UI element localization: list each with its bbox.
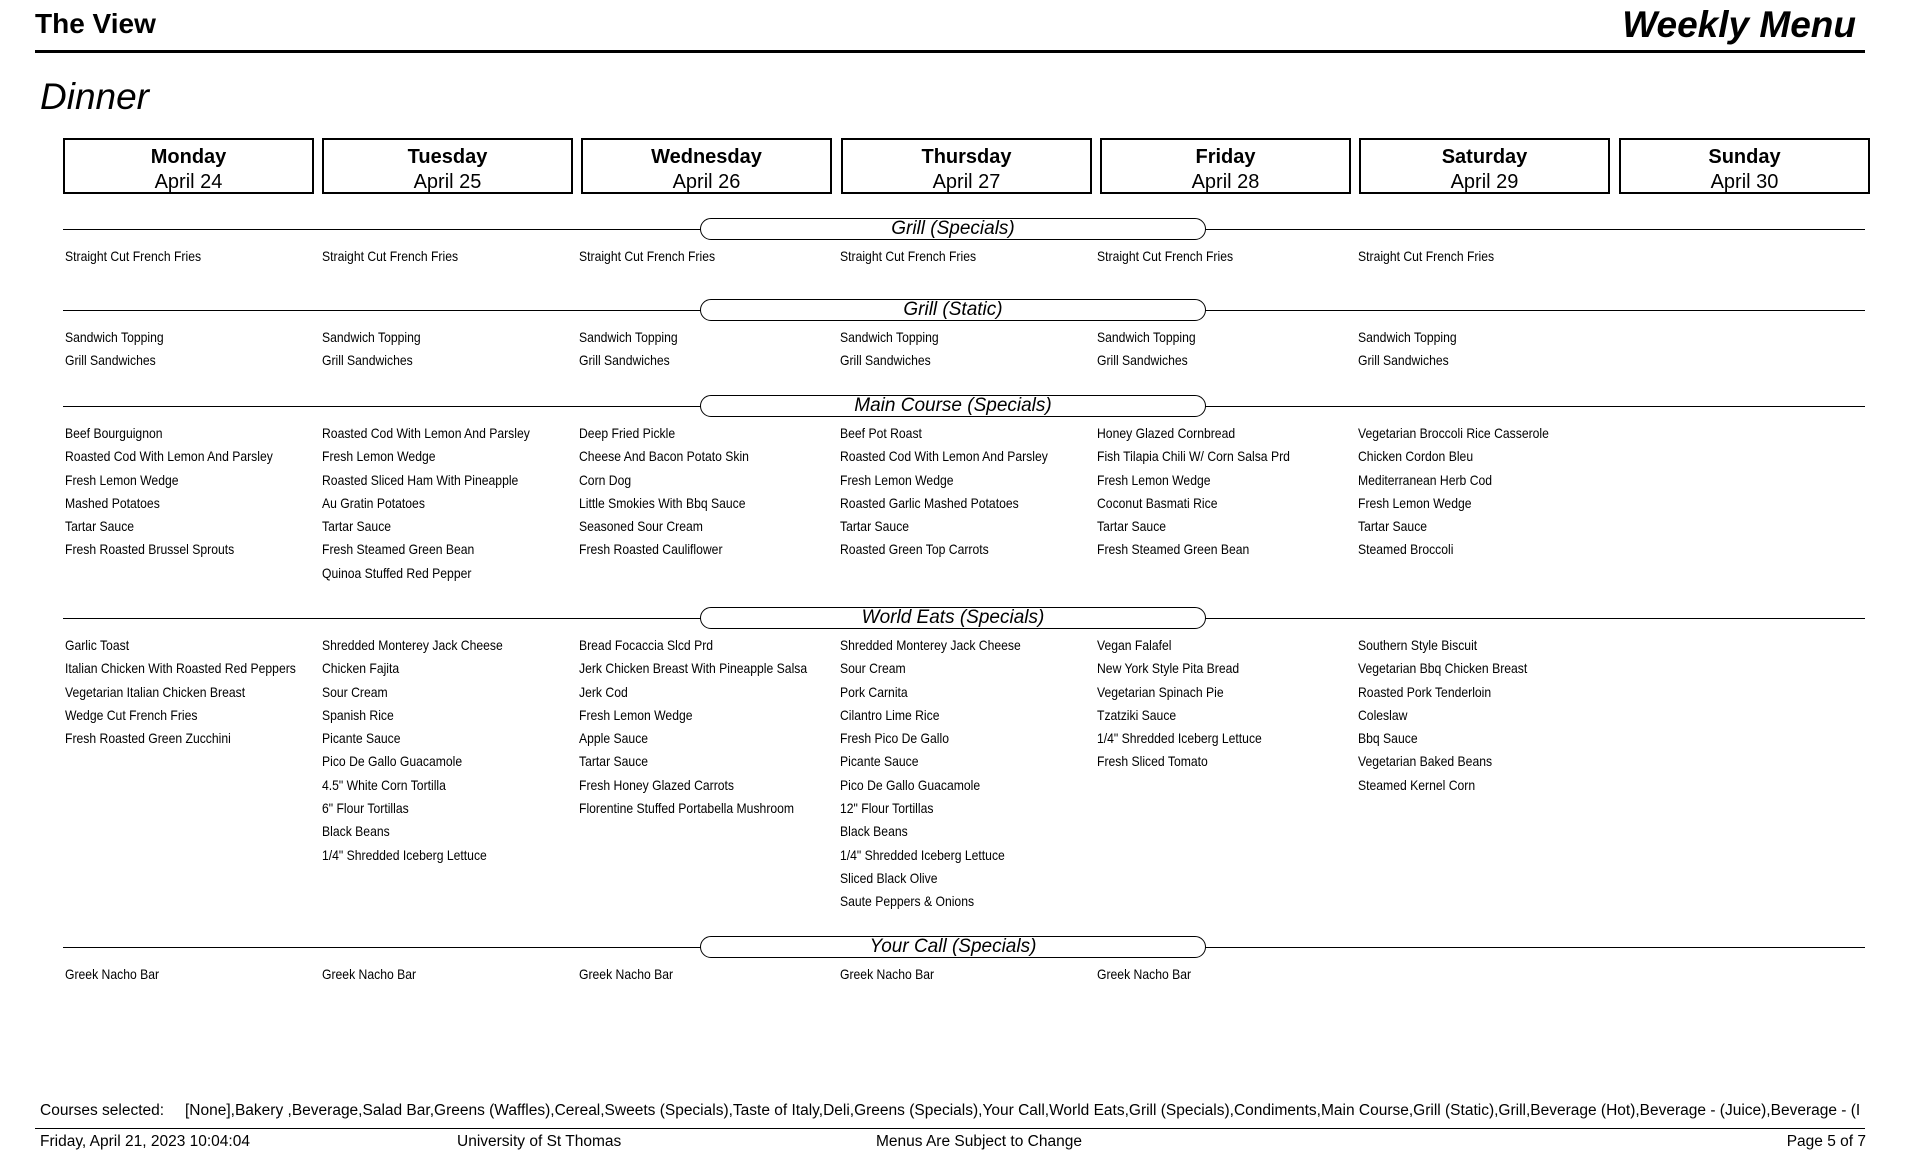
section-title: Your Call (Specials): [700, 936, 1206, 958]
day-date: April 27: [932, 171, 1001, 193]
menu-item: Sour Cream: [322, 683, 388, 700]
day-name: Wednesday: [651, 146, 762, 168]
menu-item: Roasted Sliced Ham With Pineapple: [322, 471, 519, 488]
section-day-column: [1097, 422, 1290, 562]
menu-item: Straight Cut French Fries: [840, 248, 977, 264]
section-day-column: [579, 422, 749, 562]
day-header-sunday: [1619, 138, 1870, 194]
menu-item: Mashed Potatoes: [65, 494, 160, 511]
menu-item: Shredded Monterey Jack Cheese: [840, 637, 1021, 653]
menu-item: Sandwich Topping: [840, 329, 939, 345]
menu-item: Coconut Basmati Rice: [1097, 494, 1218, 511]
day-header-friday: [1100, 138, 1351, 194]
menu-item: Chicken Cordon Bleu: [1358, 448, 1474, 465]
section-day-column: [840, 245, 976, 268]
menu-item: New York Style Pita Bread: [1097, 660, 1240, 677]
menu-item: Fresh Pico De Gallo: [840, 730, 949, 747]
section-day-column: [322, 963, 416, 986]
menu-item: 1/4" Shredded Iceberg Lettuce: [840, 846, 1005, 863]
menu-item: Roasted Pork Tenderloin: [1358, 683, 1492, 700]
menu-item: Fresh Lemon Wedge: [1358, 494, 1472, 511]
menu-item: Black Beans: [840, 823, 908, 840]
section-day-column: [579, 634, 807, 820]
menu-item: Vegetarian Broccoli Rice Casserole: [1358, 425, 1549, 441]
menu-item: Deep Fried Pickle: [579, 425, 676, 441]
menu-item: Cheese And Bacon Potato Skin: [579, 448, 749, 465]
day-header-monday: [63, 138, 314, 194]
menu-item: Southern Style Biscuit: [1358, 637, 1478, 653]
menu-item: Tartar Sauce: [65, 518, 135, 535]
menu-item: Roasted Green Top Carrots: [840, 541, 989, 558]
day-date: April 25: [413, 171, 482, 193]
section-day-column: [65, 963, 159, 986]
section-day-column: [579, 245, 715, 268]
section-day-column: [1358, 245, 1494, 268]
menu-item: Greek Nacho Bar: [1097, 966, 1192, 982]
menu-item: Honey Glazed Cornbread: [1097, 425, 1236, 441]
menu-item: Sour Cream: [840, 660, 906, 677]
menu-item: Black Beans: [322, 823, 390, 840]
menu-item: Fish Tilapia Chili W/ Corn Salsa Prd: [1097, 448, 1290, 465]
menu-item: 1/4" Shredded Iceberg Lettuce: [322, 846, 487, 863]
courses-label: Courses selected:: [40, 1102, 165, 1119]
day-name: Sunday: [1708, 146, 1781, 168]
section-day-column: [1358, 634, 1527, 797]
menu-item: Italian Chicken With Roasted Red Peppers: [65, 660, 296, 677]
menu-item: Pico De Gallo Guacamole: [840, 776, 981, 793]
menu-item: Sandwich Topping: [1358, 329, 1457, 345]
menu-item: Shredded Monterey Jack Cheese: [322, 637, 503, 653]
section-day-column: [65, 634, 296, 750]
section-day-column: [1097, 963, 1191, 986]
menu-item: Fresh Sliced Tomato: [1097, 753, 1208, 770]
day-name: Tuesday: [407, 146, 488, 168]
menu-item: Fresh Steamed Green Bean: [1097, 541, 1250, 558]
section-day-column: [322, 326, 421, 373]
menu-item: Sandwich Topping: [322, 329, 421, 345]
menu-item: Little Smokies With Bbq Sauce: [579, 494, 746, 511]
menu-item: 12" Flour Tortillas: [840, 800, 934, 817]
day-date: April 30: [1710, 171, 1779, 193]
menu-item: Bread Focaccia Slcd Prd: [579, 637, 714, 653]
menu-item: Vegetarian Baked Beans: [1358, 753, 1493, 770]
menu-item: Grill Sandwiches: [322, 352, 413, 369]
menu-item: Mediterranean Herb Cod: [1358, 471, 1493, 488]
section-day-column: [579, 326, 678, 373]
menu-item: Sandwich Topping: [65, 329, 164, 345]
page-number: Page 5 of 7: [1786, 1133, 1866, 1150]
menu-item: Fresh Lemon Wedge: [322, 448, 436, 465]
menu-item: Seasoned Sour Cream: [579, 518, 703, 535]
menu-item: Vegetarian Bbq Chicken Breast: [1358, 660, 1528, 677]
day-date: April 26: [672, 171, 741, 193]
menu-item: Sliced Black Olive: [840, 869, 938, 886]
menu-item: Vegetarian Italian Chicken Breast: [65, 683, 246, 700]
footer-rule: [35, 1128, 1865, 1129]
menu-item: 1/4" Shredded Iceberg Lettuce: [1097, 730, 1262, 747]
menu-item: Fresh Honey Glazed Carrots: [579, 776, 735, 793]
menu-item: Wedge Cut French Fries: [65, 706, 198, 723]
menu-item: Sandwich Topping: [579, 329, 678, 345]
menu-item: Grill Sandwiches: [579, 352, 670, 369]
menu-item: Jerk Cod: [579, 683, 628, 700]
menu-item: 4.5" White Corn Tortilla: [322, 776, 446, 793]
menu-item: Roasted Cod With Lemon And Parsley: [322, 425, 530, 441]
menu-item: Coleslaw: [1358, 706, 1408, 723]
menu-item: Quinoa Stuffed Red Pepper: [322, 564, 472, 581]
day-name: Saturday: [1441, 146, 1528, 168]
menu-item: Fresh Lemon Wedge: [840, 471, 954, 488]
menu-item: Greek Nacho Bar: [840, 966, 935, 982]
menu-item: Tartar Sauce: [1097, 518, 1167, 535]
day-date: April 29: [1450, 171, 1519, 193]
section-title: Grill (Specials): [700, 218, 1206, 240]
menu-item: Steamed Kernel Corn: [1358, 776, 1476, 793]
menu-item: Tartar Sauce: [1358, 518, 1428, 535]
menu-item: Bbq Sauce: [1358, 730, 1418, 747]
menu-item: Au Gratin Potatoes: [322, 494, 425, 511]
courses-selected: [40, 1102, 1868, 1120]
day-name: Monday: [150, 146, 227, 168]
menu-item: Fresh Roasted Brussel Sprouts: [65, 541, 235, 558]
menu-item: Vegan Falafel: [1097, 637, 1172, 653]
section-day-column: [1097, 245, 1233, 268]
section-day-column: [65, 245, 201, 268]
menu-item: Grill Sandwiches: [65, 352, 156, 369]
menu-item: Jerk Chicken Breast With Pineapple Salsa: [579, 660, 808, 677]
section-day-column: [1358, 422, 1549, 562]
menu-item: Grill Sandwiches: [1358, 352, 1449, 369]
menu-item: Florentine Stuffed Portabella Mushroom: [579, 800, 795, 817]
menu-item: Roasted Cod With Lemon And Parsley: [840, 448, 1048, 465]
menu-item: Chicken Fajita: [322, 660, 400, 677]
section-title: World Eats (Specials): [700, 607, 1206, 629]
menu-notice: Menus Are Subject to Change: [876, 1133, 1082, 1150]
menu-item: Greek Nacho Bar: [579, 966, 674, 982]
menu-item: Straight Cut French Fries: [1358, 248, 1495, 264]
meal-title: Dinner: [40, 76, 149, 117]
print-timestamp: Friday, April 21, 2023 10:04:04: [40, 1133, 250, 1150]
section-title: Main Course (Specials): [700, 395, 1206, 417]
courses-list: [None],Bakery ,Beverage,Salad Bar,Greens (Waffles),Cereal,Sweets (Specials),Taste of Italy,Deli,Greens (Specials),Your Call,World Eats,Grill (Specials),Condiments,Main Course,Grill (Static),Grill,Beverage (Hot),Beverage - (Juice),Beverage - (I: [185, 1102, 1861, 1119]
menu-item: Steamed Broccoli: [1358, 541, 1454, 558]
section-day-column: [65, 326, 164, 373]
menu-item: Tartar Sauce: [322, 518, 392, 535]
section-title: Grill (Static): [700, 299, 1206, 321]
day-date: April 28: [1191, 171, 1260, 193]
day-name: Friday: [1195, 146, 1256, 168]
menu-item: Fresh Lemon Wedge: [579, 706, 693, 723]
day-name: Thursday: [921, 146, 1012, 168]
section-day-column: [322, 422, 530, 585]
menu-item: Tzatziki Sauce: [1097, 706, 1177, 723]
page-title: Weekly Menu: [1622, 4, 1856, 45]
section-day-column: [840, 634, 1021, 914]
menu-item: 6" Flour Tortillas: [322, 800, 409, 817]
menu-item: Garlic Toast: [65, 637, 130, 653]
menu-item: Greek Nacho Bar: [322, 966, 417, 982]
menu-item: Vegetarian Spinach Pie: [1097, 683, 1224, 700]
menu-item: Roasted Cod With Lemon And Parsley: [65, 448, 273, 465]
day-date: April 24: [154, 171, 223, 193]
menu-item: Roasted Garlic Mashed Potatoes: [840, 494, 1019, 511]
menu-item: Fresh Roasted Cauliflower: [579, 541, 723, 558]
menu-item: Tartar Sauce: [840, 518, 910, 535]
section-day-column: [840, 422, 1048, 562]
menu-item: Beef Pot Roast: [840, 425, 922, 441]
header-rule: [35, 50, 1865, 53]
section-day-column: [840, 963, 934, 986]
menu-item: Apple Sauce: [579, 730, 649, 747]
section-day-column: [322, 245, 458, 268]
menu-item: Pico De Gallo Guacamole: [322, 753, 463, 770]
section-day-column: [1097, 326, 1196, 373]
menu-item: Spanish Rice: [322, 706, 394, 723]
menu-item: Picante Sauce: [840, 753, 919, 770]
section-day-column: [840, 326, 939, 373]
menu-item: Fresh Roasted Green Zucchini: [65, 730, 231, 747]
menu-item: Cilantro Lime Rice: [840, 706, 940, 723]
organization-name: University of St Thomas: [457, 1133, 622, 1150]
menu-item: Grill Sandwiches: [840, 352, 931, 369]
section-day-column: [1097, 634, 1262, 774]
menu-item: Fresh Steamed Green Bean: [322, 541, 475, 558]
day-header-tuesday: [322, 138, 573, 194]
day-header-thursday: [841, 138, 1092, 194]
day-header-wednesday: [581, 138, 832, 194]
menu-item: Straight Cut French Fries: [1097, 248, 1234, 264]
menu-item: Beef Bourguignon: [65, 425, 163, 441]
section-day-column: [1358, 326, 1457, 373]
menu-item: Fresh Lemon Wedge: [65, 471, 179, 488]
menu-item: Saute Peppers & Onions: [840, 893, 975, 910]
menu-item: Sandwich Topping: [1097, 329, 1196, 345]
menu-item: Grill Sandwiches: [1097, 352, 1188, 369]
menu-item: Pork Carnita: [840, 683, 908, 700]
menu-item: Fresh Lemon Wedge: [1097, 471, 1211, 488]
menu-item: Corn Dog: [579, 471, 632, 488]
menu-item: Straight Cut French Fries: [65, 248, 202, 264]
section-day-column: [322, 634, 503, 867]
menu-item: Greek Nacho Bar: [65, 966, 160, 982]
menu-item: Straight Cut French Fries: [579, 248, 716, 264]
day-header-saturday: [1359, 138, 1610, 194]
menu-item: Straight Cut French Fries: [322, 248, 459, 264]
section-day-column: [579, 963, 673, 986]
menu-item: Picante Sauce: [322, 730, 401, 747]
menu-item: Tartar Sauce: [579, 753, 649, 770]
section-day-column: [65, 422, 273, 562]
day-header-row: [63, 138, 1865, 196]
venue-name: The View: [35, 8, 156, 39]
